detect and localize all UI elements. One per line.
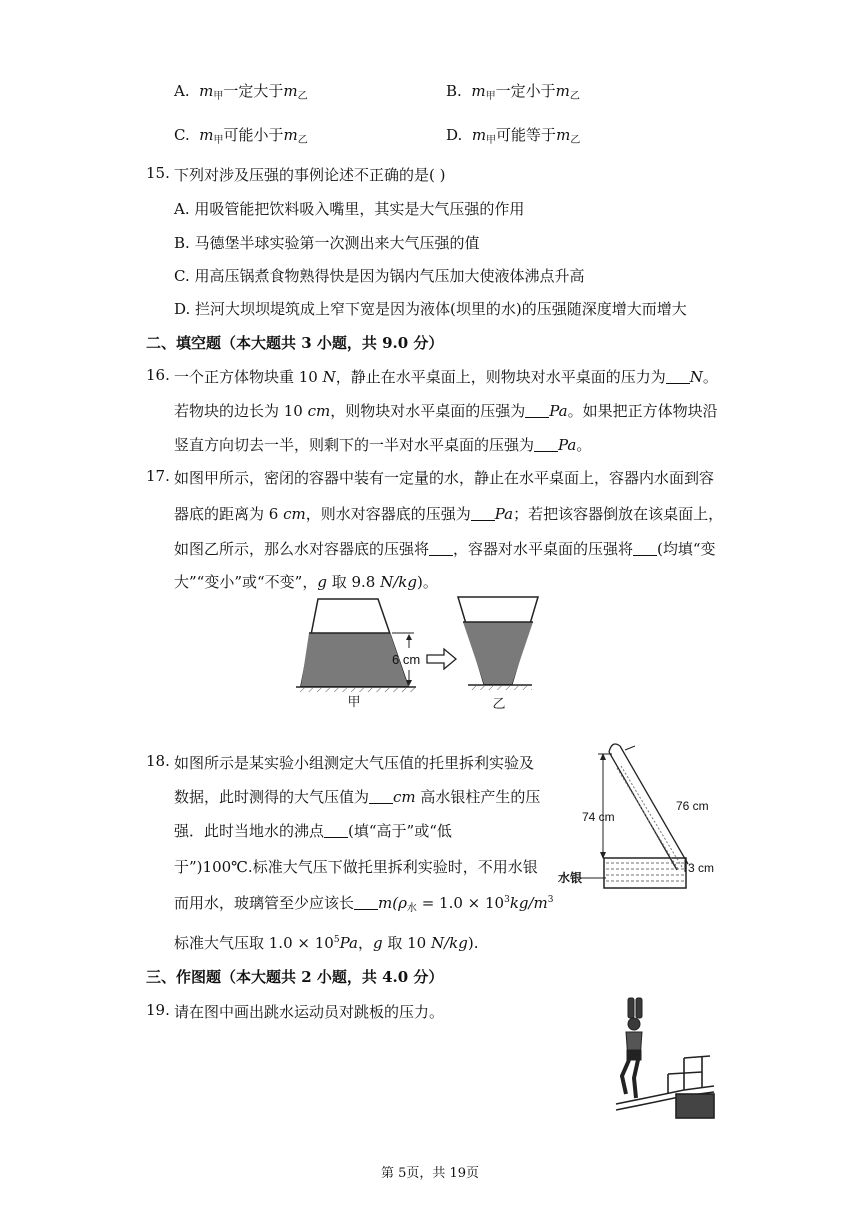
vertical-height-label: 74 cm — [582, 810, 615, 824]
container-figure — [296, 594, 546, 712]
container-upright — [296, 599, 416, 692]
q16-number: 16. — [146, 366, 170, 384]
flip-arrow-icon — [427, 649, 456, 669]
torricelli-figure — [552, 742, 724, 892]
q14-option-a: A. $m_甲$一定大于$m_乙$ — [174, 82, 308, 102]
q17-number: 17. — [146, 467, 170, 485]
q14-option-c: C. $m_甲$可能小于$m_乙$ — [174, 126, 308, 146]
answer-blank[interactable] — [471, 506, 495, 521]
section-2-title: 二、填空题（本大题共 3 小题，共 9.0 分） — [146, 334, 444, 352]
q15-option-b: B. 马德堡半球实验第一次测出来大气压强的值 — [174, 234, 480, 252]
figure-label-left: 甲 — [347, 694, 361, 709]
q17-line-4: 大”“变小”或“不变”，g 取 9.8 N/kg)。 — [174, 573, 438, 591]
answer-blank[interactable] — [666, 369, 690, 384]
q15-option-c: C. 用高压锅煮食物熟得快是因为锅内气压加大使液体沸点升高 — [174, 267, 585, 285]
springboard-platform — [616, 1056, 714, 1118]
page-footer: 第 5页，共 19页 — [380, 1166, 480, 1181]
q18-line-4: 于”)100℃.标准大气压下做托里拆利实验时，不用水银 — [174, 858, 538, 876]
q19-stem: 请在图中画出跳水运动员对跳板的压力。 — [174, 1003, 445, 1021]
q18-line-6: 标准大气压取 $1.0 \times 10^5Pa$，g 取 10 N/kg). — [174, 934, 479, 952]
q15-number: 15. — [146, 164, 170, 182]
answer-blank[interactable] — [525, 403, 549, 418]
q16-line-3: 竖直方向切去一半，则剩下的一半对水平桌面的压强为 Pa。 — [174, 436, 592, 454]
mercury-trough — [604, 858, 686, 888]
q15-option-d: D. 拦河大坝坝堤筑成上窄下宽是因为液体(坝里的水)的压强随深度增大而增大 — [174, 300, 687, 318]
answer-blank[interactable] — [354, 895, 378, 910]
depth-label: 3 cm — [688, 861, 715, 875]
answer-blank[interactable] — [324, 823, 348, 838]
mercury-label: 水银 — [558, 871, 583, 885]
q18-line-1: 如图所示是某实验小组测定大气压值的托里拆利实验及 — [174, 754, 535, 772]
q15-stem: 下列对涉及压强的事例论述不正确的是( ) — [174, 166, 446, 184]
q18-line-5: 而用水，玻璃管至少应该长 $m(\rho_水 = 1.0 \times 10^3kg/m^3$ — [174, 894, 554, 914]
figure-label-right: 乙 — [492, 696, 506, 711]
q16-line-2: 若物块的边长为 10 cm，则物块对水平桌面的压强为 Pa。如果把正方体物块沿 — [174, 402, 718, 420]
answer-blank[interactable] — [534, 437, 558, 452]
depth-label: 6 cm — [392, 652, 421, 667]
tube-length-label: 76 cm — [676, 799, 709, 813]
diver-figure — [606, 994, 718, 1126]
q17-line-2: 器底的距离为 6 cm，则水对容器底的压强为 Pa；若把该容器倒放在该桌面上， — [174, 505, 724, 523]
answer-blank[interactable] — [429, 541, 453, 556]
answer-blank[interactable] — [369, 789, 393, 804]
q17-line-3: 如图乙所示，那么水对容器底的压强将 ，容器对水平桌面的压强将 (均填“变 — [174, 540, 716, 558]
q14-option-d: D. $m_甲$可能等于$m_乙$ — [446, 126, 581, 146]
q18-line-2: 数据，此时测得的大气压值为 cm 高水银柱产生的压 — [174, 788, 541, 806]
container-inverted — [458, 597, 538, 690]
answer-blank[interactable] — [633, 541, 657, 556]
section-3-title: 三、作图题（本大题共 2 小题，共 4.0 分） — [146, 968, 444, 986]
diver-icon — [622, 998, 642, 1098]
q19-number: 19. — [146, 1001, 170, 1019]
q15-option-a: A. 用吸管能把饮料吸入嘴里，其实是大气压强的作用 — [174, 200, 525, 218]
q18-number: 18. — [146, 752, 170, 770]
q18-line-3: 强．此时当地水的沸点 (填“高于”或“低 — [174, 822, 452, 840]
q17-line-1: 如图甲所示，密闭的容器中装有一定量的水，静止在水平桌面上，容器内水面到容 — [174, 469, 715, 487]
q16-line-1: 一个正方体物块重 10 N，静止在水平桌面上，则物块对水平桌面的压力为 N。 — [174, 368, 718, 386]
q14-option-b: B. $m_甲$一定小于$m_乙$ — [446, 82, 580, 102]
